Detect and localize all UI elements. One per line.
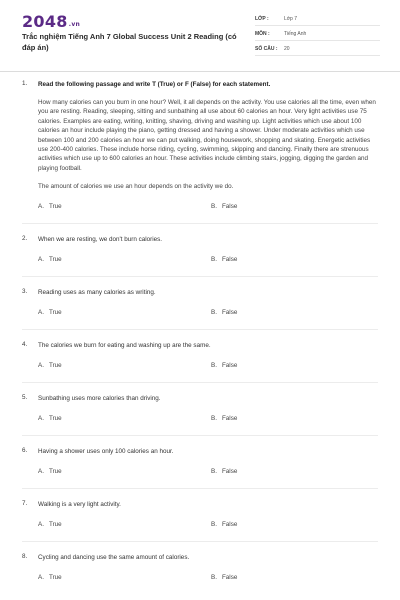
option-text: True — [48, 309, 62, 317]
option-a[interactable] — [38, 362, 62, 369]
option-text: False — [221, 362, 238, 370]
option-text: True — [48, 362, 62, 370]
answer-options — [22, 521, 378, 530]
option-text: True — [48, 415, 62, 423]
question-text: Cycling and dancing use the same amount of calories. — [38, 554, 190, 562]
option-label: A. — [38, 309, 44, 317]
meta-row-class — [255, 14, 380, 26]
option-label: B. — [211, 415, 217, 423]
question-text: Having a shower uses only 100 calories an hour. — [38, 448, 174, 456]
option-text: False — [221, 521, 238, 529]
answer-options — [22, 256, 378, 265]
question-number: 1. — [22, 80, 28, 87]
question-number: 8. — [22, 553, 28, 561]
meta-label: SỐ CÂU : — [255, 46, 278, 52]
question-number: 3. — [22, 288, 28, 296]
question-1 — [22, 80, 378, 212]
option-b[interactable] — [211, 256, 237, 263]
question-instruction: Read the following passage and write T (True) or F (False) for each statement. — [38, 81, 271, 88]
answer-options — [22, 574, 378, 583]
option-label: B. — [211, 256, 217, 264]
question-divider — [22, 276, 378, 277]
option-label: B. — [211, 309, 217, 317]
option-b[interactable] — [211, 203, 237, 210]
meta-row-count — [255, 44, 380, 56]
question-divider — [22, 435, 378, 436]
option-label: A. — [38, 521, 44, 529]
question-number: 7. — [22, 500, 28, 508]
option-label: B. — [211, 521, 217, 529]
meta-label: MÔN : — [255, 31, 270, 37]
option-text: False — [221, 468, 238, 476]
option-b[interactable] — [211, 309, 237, 316]
option-b[interactable] — [211, 574, 237, 581]
option-label: A. — [38, 203, 44, 211]
option-label: B. — [211, 203, 217, 211]
document-title: Trắc nghiệm Tiếng Anh 7 Global Success Unit 2 Reading (có đáp án) — [22, 32, 237, 52]
question-divider — [22, 541, 378, 542]
question-2 — [22, 235, 378, 265]
meta-value: Lớp 7 — [284, 16, 298, 22]
question-number: 2. — [22, 235, 28, 243]
meta-info — [255, 14, 380, 59]
option-text: False — [221, 256, 238, 264]
option-text: True — [48, 574, 62, 582]
page-header — [0, 0, 400, 72]
question-statement: The amount of calories we use an hour depends on the activity we do. — [38, 183, 234, 191]
logo-suffix: .vn — [68, 21, 81, 28]
question-text: Sunbathing uses more calories than driving. — [38, 395, 161, 403]
option-label: A. — [38, 362, 44, 370]
answer-options — [22, 415, 378, 424]
option-text: True — [48, 468, 62, 476]
question-text: When we are resting, we don't burn calories. — [38, 236, 163, 244]
option-a[interactable] — [38, 256, 62, 263]
question-7 — [22, 500, 378, 530]
option-label: A. — [38, 574, 44, 582]
question-6 — [22, 447, 378, 477]
option-label: B. — [211, 468, 217, 476]
option-a[interactable] — [38, 468, 62, 475]
option-label: B. — [211, 574, 217, 582]
option-text: False — [221, 203, 238, 211]
meta-value: 20 — [284, 46, 290, 52]
option-b[interactable] — [211, 521, 237, 528]
option-text: False — [221, 415, 238, 423]
option-a[interactable] — [38, 574, 62, 581]
question-divider — [22, 382, 378, 383]
option-label: A. — [38, 256, 44, 264]
option-a[interactable] — [38, 415, 62, 422]
logo-text: 2048 — [22, 12, 68, 31]
question-number: 5. — [22, 394, 28, 402]
question-divider — [22, 488, 378, 489]
option-a[interactable] — [38, 203, 62, 210]
option-label: A. — [38, 468, 44, 476]
option-a[interactable] — [38, 309, 62, 316]
question-divider — [22, 223, 378, 224]
option-b[interactable] — [211, 468, 237, 475]
option-a[interactable] — [38, 521, 62, 528]
question-3 — [22, 288, 378, 318]
header-divider — [0, 71, 400, 72]
answer-options — [22, 362, 378, 371]
option-text: True — [48, 521, 62, 529]
option-text: True — [48, 203, 62, 211]
question-8 — [22, 553, 378, 583]
option-text: False — [221, 309, 238, 317]
reading-passage: How many calories can you burn in one hour? Well, it all depends on the activity. You use calories all the time, even when you are resting. Reading, sleeping, sitting and sunbathing all use about 60 calories an hour. Very light activities use 75 calories. Examples are eating, writing, knitting, shaving, driving and washing up. Light activities which use about 100 calories an hour include playing the piano, getting dressed and having a shower. Under moderate activities which use between 100 and 200 calories an hour we can put walking, doing housework, shopping and skating. Energetic activities use 200-400 calories. These include horse riding, cycling, swimming, skipping and dancing. Finally there are strenuous activities which use up to 600 calories an hour. These activities include climbing stairs, jogging, digging the garden and playing football. — [38, 99, 376, 172]
site-logo[interactable] — [22, 12, 80, 31]
question-text: The calories we burn for eating and washing up are the same. — [38, 342, 211, 350]
meta-label: LỚP : — [255, 16, 269, 22]
question-list — [22, 80, 378, 583]
meta-value: Tiếng Anh — [284, 31, 307, 37]
answer-options — [22, 309, 378, 318]
option-b[interactable] — [211, 362, 237, 369]
option-text: True — [48, 256, 62, 264]
option-label: B. — [211, 362, 217, 370]
question-text: Reading uses as many calories as writing. — [38, 289, 156, 297]
question-5 — [22, 394, 378, 424]
option-text: False — [221, 574, 238, 582]
question-number: 6. — [22, 447, 28, 455]
question-number: 4. — [22, 341, 28, 349]
option-label: A. — [38, 415, 44, 423]
answer-options — [22, 468, 378, 477]
question-4 — [22, 341, 378, 371]
meta-row-subject — [255, 29, 380, 41]
option-b[interactable] — [211, 415, 237, 422]
question-divider — [22, 329, 378, 330]
question-text: Walking is a very light activity. — [38, 501, 121, 509]
answer-options — [22, 203, 378, 212]
